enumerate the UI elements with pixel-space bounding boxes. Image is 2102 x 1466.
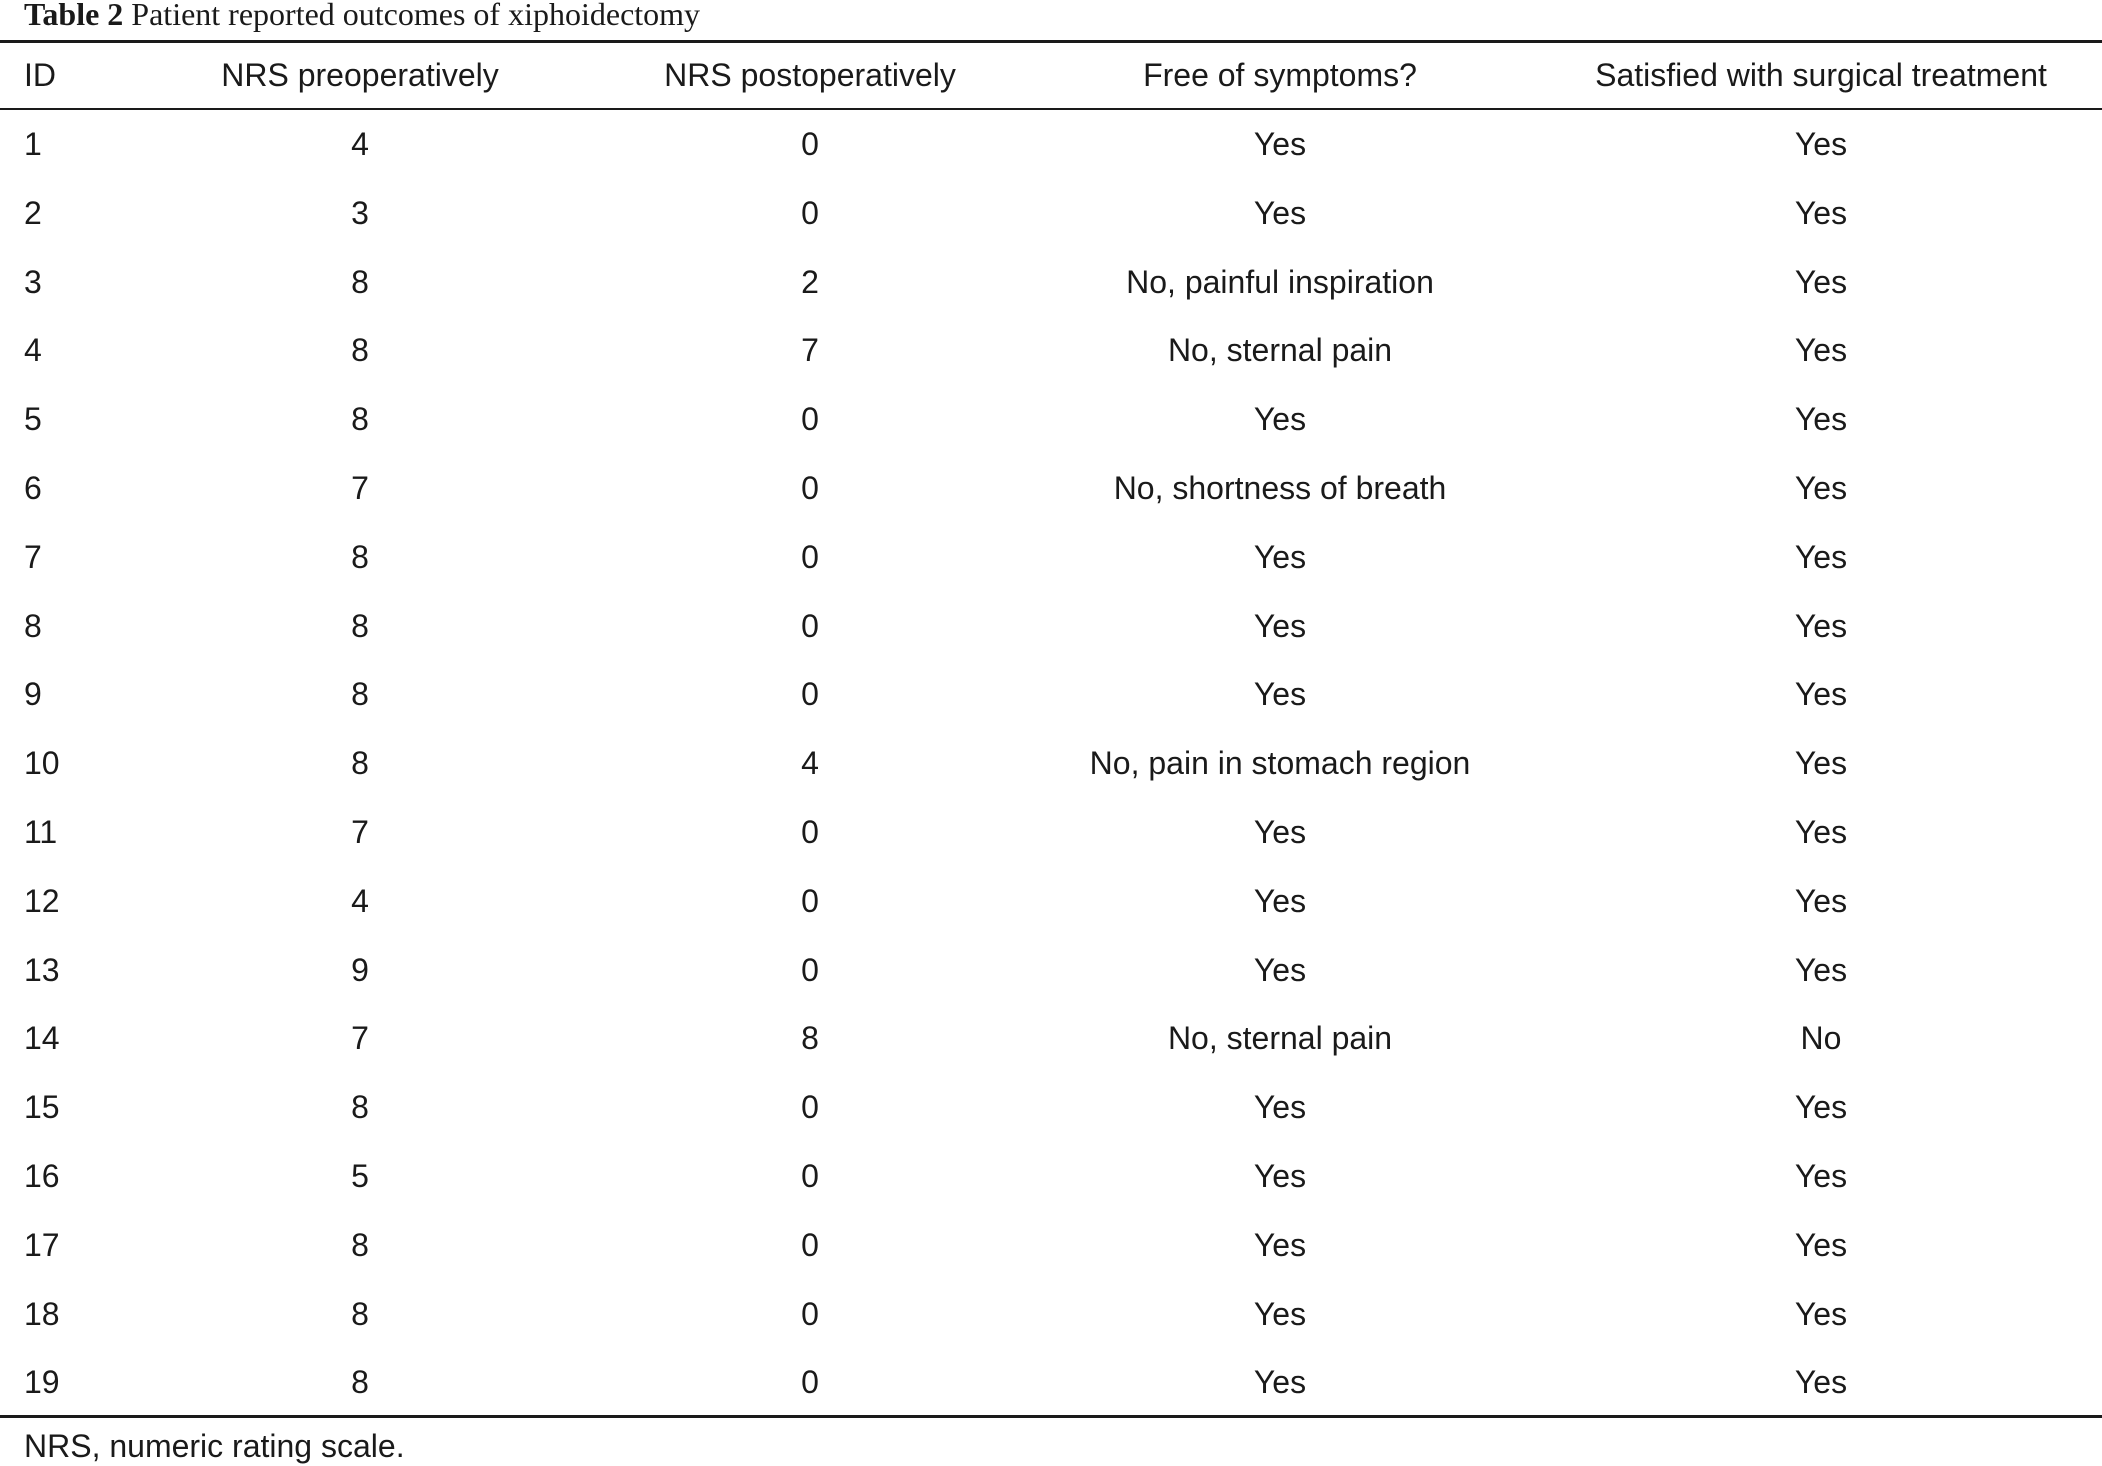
cell-nrs-preop: 8 — [351, 401, 369, 438]
cell-nrs-postop: 4 — [801, 745, 819, 782]
cell-satisfied: Yes — [1794, 813, 1848, 850]
cell-nrs-postop: 0 — [801, 401, 819, 438]
cell-nrs-preop: 8 — [351, 1089, 369, 1126]
cell-nrs-postop: 0 — [801, 469, 819, 506]
table-row — [0, 936, 2102, 1005]
cell-id: 18 — [24, 1295, 60, 1332]
cell-free-of-symptoms: Yes — [1253, 1089, 1307, 1126]
cell-id: 8 — [24, 607, 42, 644]
cell-satisfied: Yes — [1794, 332, 1848, 369]
cell-satisfied: Yes — [1794, 538, 1848, 575]
table-row — [0, 660, 2102, 729]
table-header-row — [0, 43, 2102, 108]
table-row — [0, 316, 2102, 385]
cell-satisfied: Yes — [1794, 1364, 1848, 1401]
table-row — [0, 1073, 2102, 1142]
cell-nrs-postop: 0 — [801, 126, 819, 162]
table-row — [0, 729, 2102, 798]
cell-nrs-preop: 8 — [351, 538, 369, 575]
cell-nrs-preop: 3 — [351, 194, 369, 231]
cell-satisfied: Yes — [1794, 469, 1848, 506]
cell-free-of-symptoms: Yes — [1253, 1226, 1307, 1263]
cell-id: 17 — [24, 1226, 60, 1263]
cell-free-of-symptoms: Yes — [1253, 401, 1307, 438]
cell-nrs-preop: 8 — [351, 1295, 369, 1332]
table-row — [0, 108, 2102, 179]
table-row — [0, 385, 2102, 454]
cell-free-of-symptoms: Yes — [1253, 813, 1307, 850]
cell-free-of-symptoms: No, pain in stomach region — [1089, 745, 1471, 782]
cell-free-of-symptoms: Yes — [1253, 126, 1307, 162]
cell-free-of-symptoms: Yes — [1253, 882, 1307, 919]
cell-nrs-postop: 0 — [801, 882, 819, 919]
cell-nrs-postop: 0 — [801, 951, 819, 988]
table-caption-title: Patient reported outcomes of xiphoidectomy — [131, 0, 701, 32]
cell-id: 11 — [24, 813, 58, 850]
cell-free-of-symptoms: Yes — [1253, 607, 1307, 644]
table-row — [0, 798, 2102, 867]
column-header-satisfied: Satisfied with surgical treatment — [1595, 57, 2047, 93]
cell-nrs-preop: 8 — [351, 263, 369, 300]
table-footnote: NRS, numeric rating scale. — [24, 1428, 405, 1464]
table-row — [0, 179, 2102, 248]
table-row — [0, 592, 2102, 661]
cell-nrs-postop: 7 — [801, 332, 819, 369]
column-header-free-of-symptoms: Free of symptoms? — [1143, 57, 1417, 93]
table-row — [0, 1142, 2102, 1211]
cell-satisfied: Yes — [1794, 1295, 1848, 1332]
cell-satisfied: Yes — [1794, 1226, 1848, 1263]
cell-id: 9 — [24, 676, 42, 713]
table-row — [0, 248, 2102, 317]
cell-free-of-symptoms: Yes — [1253, 676, 1307, 713]
cell-nrs-preop: 7 — [351, 1020, 369, 1057]
table-row — [0, 1280, 2102, 1349]
cell-free-of-symptoms: Yes — [1253, 538, 1307, 575]
table-row — [0, 867, 2102, 936]
cell-id: 14 — [24, 1020, 60, 1057]
cell-nrs-preop: 9 — [351, 951, 369, 988]
cell-satisfied: Yes — [1794, 1157, 1848, 1194]
cell-nrs-preop: 7 — [351, 813, 369, 850]
column-header-nrs-postop: NRS postoperatively — [664, 57, 956, 93]
cell-satisfied: Yes — [1794, 951, 1848, 988]
cell-free-of-symptoms: No, sternal pain — [1167, 332, 1393, 369]
cell-satisfied: Yes — [1794, 263, 1848, 300]
cell-nrs-postop: 2 — [801, 263, 819, 300]
cell-nrs-preop: 5 — [351, 1157, 369, 1194]
table-body — [0, 108, 2102, 1417]
cell-id: 16 — [24, 1157, 60, 1194]
cell-nrs-postop: 8 — [801, 1020, 819, 1057]
cell-nrs-postop: 0 — [801, 1089, 819, 1126]
cell-nrs-preop: 8 — [351, 607, 369, 644]
cell-nrs-preop: 8 — [351, 745, 369, 782]
table-row — [0, 454, 2102, 523]
table-row — [0, 523, 2102, 592]
cell-nrs-preop: 4 — [351, 126, 369, 162]
cell-satisfied: Yes — [1794, 676, 1848, 713]
cell-satisfied: Yes — [1794, 745, 1848, 782]
cell-satisfied: Yes — [1794, 194, 1848, 231]
cell-nrs-preop: 7 — [351, 469, 369, 506]
cell-nrs-postop: 0 — [801, 1157, 819, 1194]
cell-nrs-preop: 8 — [351, 676, 369, 713]
cell-id: 3 — [24, 263, 42, 300]
column-header-id: ID — [24, 57, 56, 93]
cell-id: 5 — [24, 401, 42, 438]
cell-nrs-preop: 4 — [351, 882, 369, 919]
cell-nrs-preop: 8 — [351, 1364, 369, 1401]
cell-satisfied: Yes — [1794, 1089, 1848, 1126]
column-header-nrs-preop: NRS preoperatively — [221, 57, 499, 93]
cell-nrs-preop: 8 — [351, 1226, 369, 1263]
cell-free-of-symptoms: Yes — [1253, 951, 1307, 988]
cell-nrs-postop: 0 — [801, 813, 819, 850]
cell-free-of-symptoms: Yes — [1253, 1157, 1307, 1194]
cell-satisfied: Yes — [1794, 126, 1848, 162]
cell-satisfied: Yes — [1794, 882, 1848, 919]
cell-id: 13 — [24, 951, 60, 988]
cell-free-of-symptoms: Yes — [1253, 1364, 1307, 1401]
cell-free-of-symptoms: Yes — [1253, 194, 1307, 231]
cell-id: 19 — [24, 1364, 60, 1401]
cell-id: 12 — [24, 882, 60, 919]
cell-free-of-symptoms: No, shortness of breath — [1113, 469, 1447, 506]
cell-id: 10 — [24, 745, 60, 782]
cell-satisfied: No — [1800, 1020, 1842, 1057]
table-row — [0, 1004, 2102, 1073]
cell-nrs-postop: 0 — [801, 194, 819, 231]
cell-id: 6 — [24, 469, 42, 506]
cell-nrs-postop: 0 — [801, 538, 819, 575]
cell-nrs-postop: 0 — [801, 607, 819, 644]
cell-free-of-symptoms: Yes — [1253, 1295, 1307, 1332]
cell-free-of-symptoms: No, sternal pain — [1167, 1020, 1393, 1057]
table-row — [0, 1348, 2102, 1417]
cell-satisfied: Yes — [1794, 607, 1848, 644]
table-row — [0, 1211, 2102, 1280]
outcomes-table — [0, 43, 2102, 1417]
cell-id: 2 — [24, 194, 42, 231]
cell-id: 4 — [24, 332, 42, 369]
table-caption — [24, 0, 700, 34]
cell-id: 7 — [24, 538, 42, 575]
cell-nrs-postop: 0 — [801, 676, 819, 713]
cell-free-of-symptoms: No, painful inspiration — [1126, 263, 1434, 300]
cell-nrs-postop: 0 — [801, 1226, 819, 1263]
cell-satisfied: Yes — [1794, 401, 1848, 438]
cell-id: 15 — [24, 1089, 60, 1126]
cell-id: 1 — [24, 126, 42, 162]
cell-nrs-postop: 0 — [801, 1295, 819, 1332]
table-caption-label: Table 2 — [24, 0, 124, 32]
cell-nrs-postop: 0 — [801, 1364, 819, 1401]
cell-nrs-preop: 8 — [351, 332, 369, 369]
